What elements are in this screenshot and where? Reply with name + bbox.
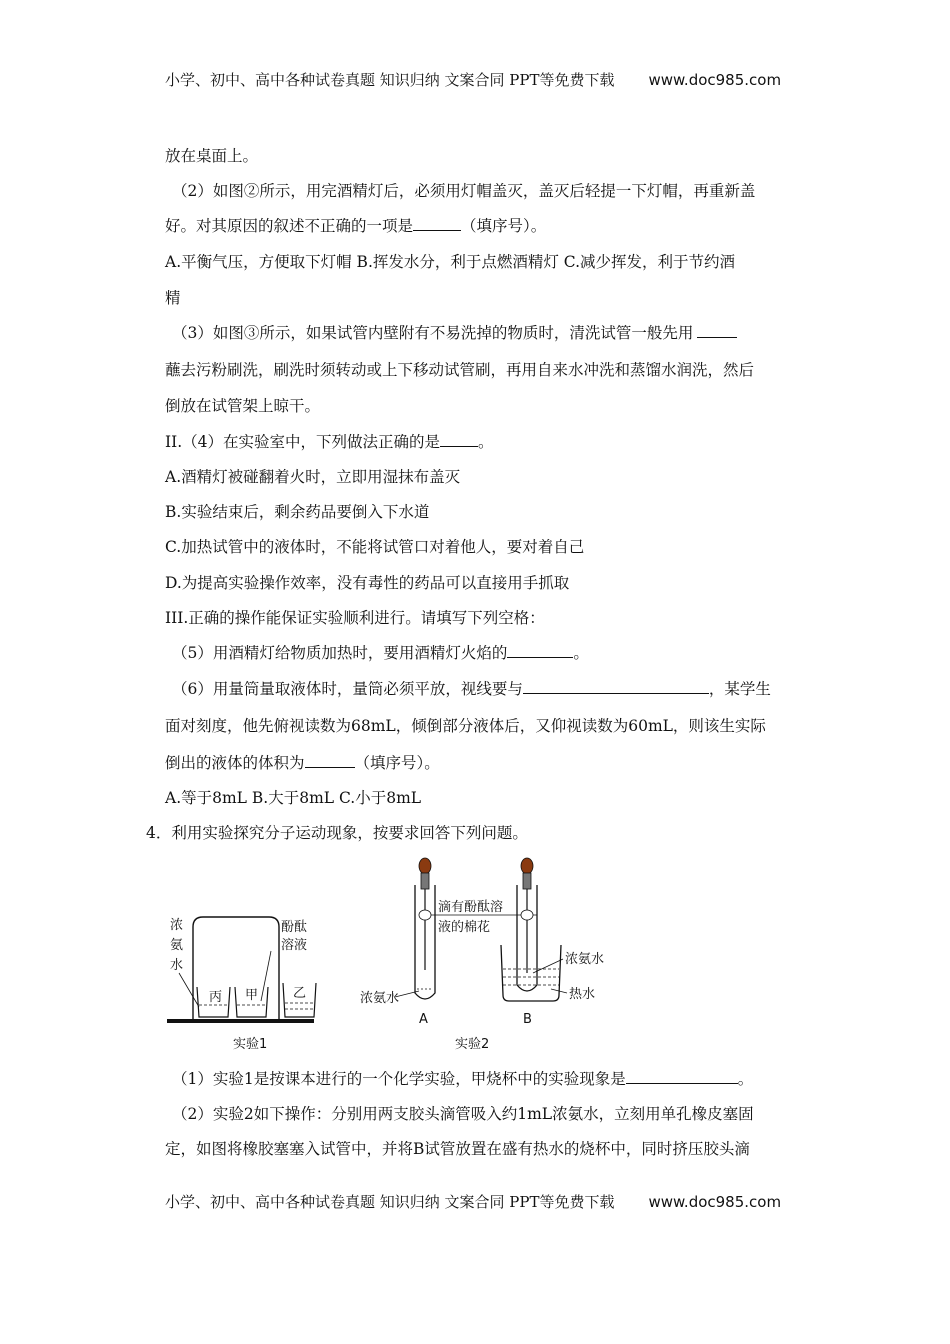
text-line: 倒放在试管架上晾干。	[165, 397, 321, 415]
dropper-bulb-b	[521, 858, 533, 874]
cotton-label-1: 滴有酚酞溶	[438, 900, 504, 915]
page-header	[165, 69, 781, 90]
beaker-yi-label: 乙	[293, 986, 307, 1001]
question-title: 4．利用实验探究分子运动现象，按要求回答下列问题。	[146, 824, 528, 842]
text-segment: （填序号）。	[354, 754, 440, 772]
ammonia-label-b: 浓氨水	[565, 952, 605, 967]
experiment-diagram	[165, 855, 615, 1055]
text-segment: （6）用量筒量取液体时，量筒必须平放，视线要与	[172, 680, 523, 698]
text-line: 放在桌面上。	[165, 147, 259, 165]
text-line: A.等于8mL B.大于8mL C.小于8mL	[165, 789, 422, 807]
text-line: 蘸去污粉刷洗，刷洗时须转动或上下移动试管刷，再用自来水冲洗和蒸馏水润洗，然后	[165, 361, 755, 379]
cotton-label-2: 液的棉花	[438, 920, 491, 935]
ammonia-label-1: 浓	[170, 918, 184, 933]
ammonia-label-3: 水	[170, 958, 184, 973]
text-segment: （5）用酒精灯给物质加热时，要用酒精灯火焰的	[172, 644, 508, 662]
experiment-1-label: 实验1	[233, 1037, 268, 1052]
answer-blank	[626, 1069, 738, 1084]
ammonia-label-2: 氨	[170, 938, 184, 953]
answer-blank	[440, 432, 478, 447]
cotton-b	[521, 910, 533, 920]
text-segment: 好。对其原因的叙述不正确的一项是	[165, 217, 414, 235]
hot-water-beaker	[501, 945, 561, 1001]
text-segment: 。	[737, 1070, 754, 1088]
text-segment: （3）如图③所示，如果试管内壁附有不易洗掉的物质时，清洗试管一般先用	[172, 324, 694, 342]
dropper-bulb-a	[419, 858, 431, 874]
answer-blank	[305, 753, 355, 768]
stopper-b	[523, 873, 531, 889]
beaker-jia-label: 甲	[245, 988, 259, 1003]
text-line	[172, 679, 771, 699]
text-line: D.为提高实验操作效率，没有毒性的药品可以直接用手抓取	[165, 574, 570, 592]
text-line	[165, 216, 546, 236]
text-line: III.正确的操作能保证实验顺利进行。请填写下列空格：	[165, 609, 545, 627]
footer-url[interactable]: www.doc985.com	[648, 1193, 782, 1211]
beaker-bing-label: 丙	[209, 990, 223, 1005]
text-segment: ，某学生	[708, 680, 771, 698]
text-line: A.平衡气压，方便取下灯帽 B.挥发水分，利于点燃酒精灯 C.减少挥发，利于节约酒	[165, 253, 736, 271]
text-line: 面对刻度，他先俯视读数为68mL，倾倒部分液体后，又仰视读数为60mL，则该生实际	[165, 717, 766, 735]
tube-a-label: A	[419, 1012, 428, 1027]
text-line: B.实验结束后，剩余药品要倒入下水道	[165, 503, 430, 521]
text-segment: （填序号）。	[461, 217, 547, 235]
tube-b-label: B	[523, 1012, 532, 1027]
experiment-2	[360, 858, 604, 1052]
answer-blank	[523, 679, 709, 694]
page-footer	[165, 1191, 781, 1212]
header-url[interactable]: www.doc985.com	[648, 71, 782, 89]
base-plate	[167, 1019, 314, 1023]
text-line: 精	[165, 289, 181, 307]
answer-blank	[697, 323, 737, 338]
text-line: （2）如图②所示，用完酒精灯后，必须用灯帽盖灭，盖灭后轻提一下灯帽，再重新盖	[172, 182, 756, 200]
text-line	[172, 323, 737, 343]
text-segment: 。	[478, 433, 494, 451]
experiment-2-label: 实验2	[455, 1037, 490, 1052]
text-line	[165, 753, 440, 773]
answer-blank	[507, 643, 573, 658]
text-segment: 倒出的液体的体积为	[165, 754, 305, 772]
text-line: C.加热试管中的液体时，不能将试管口对着他人，要对着自己	[165, 538, 585, 556]
phenolphthalein-label-2: 溶液	[281, 938, 308, 953]
text-line	[165, 432, 494, 452]
footer-text: 小学、初中、高中各种试卷真题 知识归纳 文案合同 PPT等免费下载	[165, 1193, 615, 1211]
text-segment: II.（4）在实验室中，下列做法正确的是	[165, 433, 441, 451]
text-line: （2）实验2如下操作：分别用两支胶头滴管吸入约1mL浓氨水，立刻用单孔橡皮塞固	[172, 1105, 754, 1123]
answer-blank	[413, 216, 461, 231]
phenolphthalein-label-1: 酚酞	[281, 920, 308, 935]
text-line: A.酒精灯被碰翻着火时，立即用湿抹布盖灭	[165, 468, 461, 486]
text-segment: 。	[573, 644, 589, 662]
ammonia-label-a: 浓氨水	[360, 991, 400, 1006]
header-text: 小学、初中、高中各种试卷真题 知识归纳 文案合同 PPT等免费下载	[165, 71, 615, 89]
hot-water-label: 热水	[569, 987, 596, 1002]
text-line	[172, 1069, 753, 1089]
text-segment: （1）实验1是按课本进行的一个化学实验，甲烧杯中的实验现象是	[172, 1070, 626, 1088]
text-line	[172, 643, 589, 663]
text-line: 定，如图将橡胶塞塞入试管中，并将B试管放置在盛有热水的烧杯中，同时挤压胶头滴	[165, 1140, 750, 1158]
experiment-1	[167, 917, 316, 1052]
stopper-a	[421, 873, 429, 889]
cotton-a	[419, 910, 431, 920]
experiment-figure	[165, 855, 615, 1055]
